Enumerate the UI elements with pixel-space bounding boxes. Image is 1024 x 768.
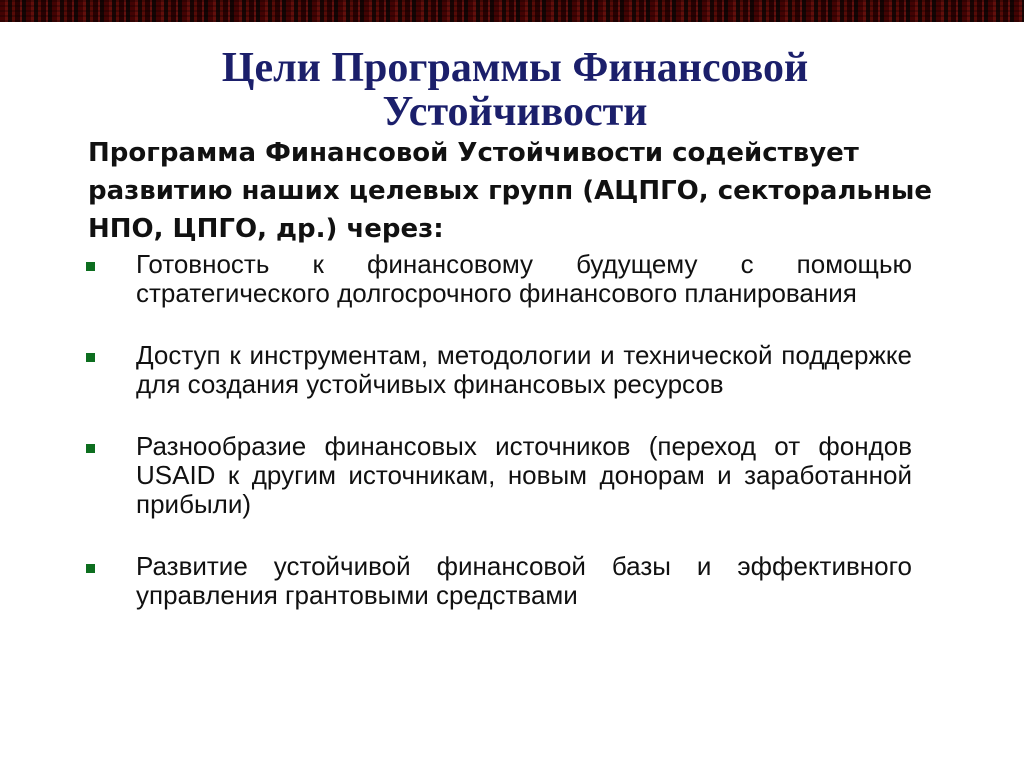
square-bullet-icon [86,444,95,453]
square-bullet-icon [86,353,95,362]
bullet-text: Развитие устойчивой финансовой базы и эффективного управления грантовыми средствами [136,551,912,610]
list-item [84,250,912,308]
bullet-text: Разнообразие финансовых источников (переход от фондов USAID к другим источникам, новым донорам и заработанной прибыли) [136,431,912,519]
list-item [84,552,912,610]
square-bullet-icon [86,564,95,573]
list-item [84,432,912,519]
bullet-text: Доступ к инструментам, методологии и технической поддержке для создания устойчивых финансовых ресурсов [136,340,912,399]
square-bullet-icon [86,262,95,271]
bullet-list [84,250,912,643]
bullet-text: Готовность к финансовому будущему с помощью стратегического долгосрочного финансового планирования [136,249,912,308]
intro-text: Программа Финансовой Устойчивости содействует развитию наших целевых групп (АЦПГО, секторальные НПО, ЦПГО, др.) через: [88,138,933,244]
list-item [84,341,912,399]
decorative-border [0,0,1024,22]
slide-title: Цели Программы Финансовой Устойчивости [221,45,809,135]
